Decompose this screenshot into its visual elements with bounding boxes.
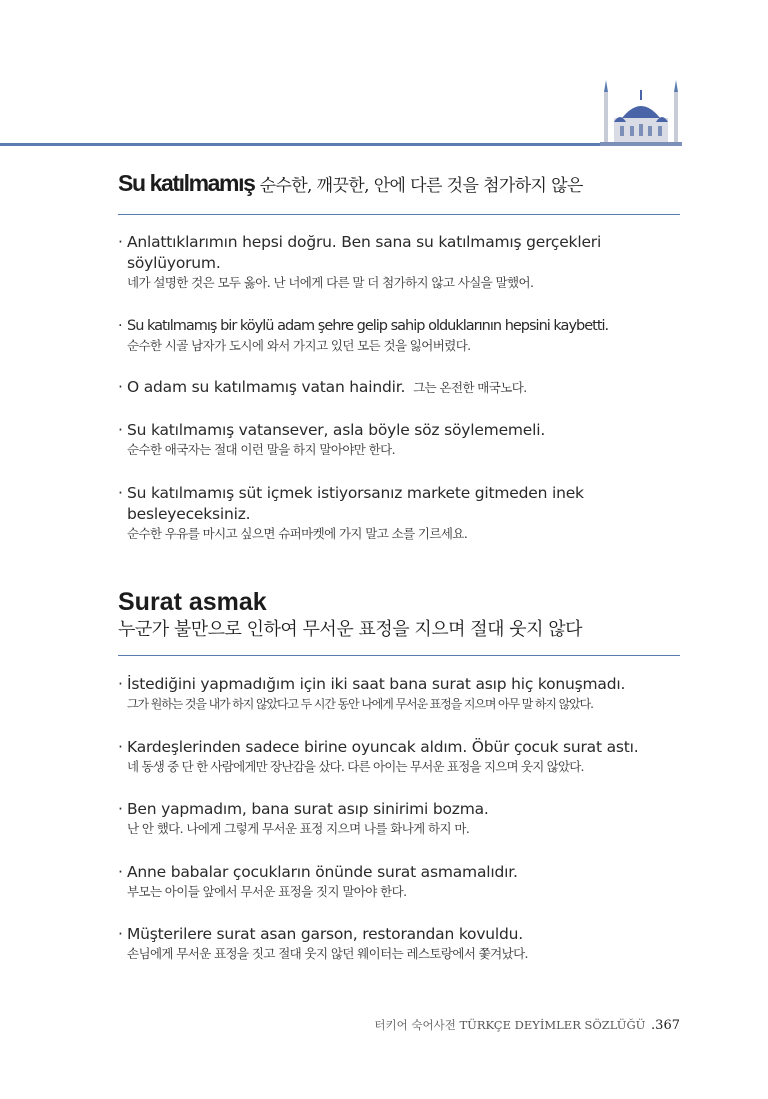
example-tr: · Su katılmamış vatansever, asla böyle söz söylememeli.: [118, 420, 688, 441]
example-entry: [118, 316, 688, 355]
example-tr: · Anne babalar çocukların önünde surat asmamalıdır.: [118, 862, 688, 883]
example-ko: 부모는 아이들 앞에서 무서운 표정을 짓지 말아야 한다.: [127, 884, 407, 899]
example-entry: [118, 420, 688, 459]
example-ko: 난 안 했다. 나에게 그렇게 무서운 표정 지으며 나를 화나게 하지 마.: [127, 821, 470, 836]
example-tr: · Ben yapmadım, bana surat asıp sinirimi bozma.: [118, 799, 688, 820]
example-ko: 그가 원하는 것을 내가 하지 않았다고 두 시간 동안 나에게 무서운 표정을 지으며 아무 말 하지 않았다.: [127, 697, 593, 711]
example-entry: [118, 862, 688, 901]
example-tr: · Su katılmamış bir köylü adam şehre gelip sahip olduklarının hepsini kaybetti.: [118, 316, 688, 337]
example-entry: [118, 924, 688, 963]
example-tr: O adam su katılmamış vatan haindir.: [127, 378, 406, 396]
idiom-title-tr: Su katılmamış: [118, 170, 255, 196]
example-ko: 순수한 우유를 마시고 싶으면 슈퍼마켓에 가지 말고 소를 기르세요.: [127, 526, 468, 541]
example-ko: 그는 온전한 매국노다.: [413, 380, 527, 395]
example-entry: [118, 377, 688, 398]
page-footer: [374, 1017, 680, 1033]
mosque-icon: [600, 78, 682, 146]
example-tr: · Su katılmamış süt içmek istiyorsanız markete gitmeden inek besleyeceksiniz.: [118, 483, 688, 525]
page-number: .367: [651, 1018, 680, 1033]
example-ko: 순수한 시골 남자가 도시에 와서 가지고 있던 모든 것을 잃어버렸다.: [127, 338, 471, 353]
header-rule: [0, 143, 680, 146]
example-entry: [118, 232, 688, 292]
example-ko: 손님에게 무서운 표정을 짓고 절대 웃지 않던 웨이터는 레스토랑에서 쫓겨났다.: [127, 946, 528, 961]
idiom-heading-1: [118, 170, 583, 197]
example-ko: 네가 설명한 것은 모두 옳아. 난 너에게 다른 말 더 첨가하지 않고 사실을 말했어.: [127, 275, 534, 290]
book-title: 터키어 숙어사전 TÜRKÇE DEYİMLER SÖZLÜĞÜ: [374, 1018, 646, 1032]
example-ko: 네 동생 중 단 한 사람에게만 장난감을 샀다. 다른 아이는 무서운 표정을 지으며 웃지 않았다.: [127, 759, 584, 774]
example-tr: · Anlattıklarımın hepsi doğru. Ben sana su katılmamış gerçekleri söylüyorum.: [118, 232, 688, 274]
example-tr: · Kardeşlerinden sadece birine oyuncak aldım. Öbür çocuk surat astı.: [118, 737, 688, 758]
example-ko: 순수한 애국자는 절대 이런 말을 하지 말아야만 한다.: [127, 442, 395, 457]
example-tr: · Müşterilere surat asan garson, restorandan kovuldu.: [118, 924, 688, 945]
idiom-title-tr: Surat asmak: [118, 588, 267, 616]
example-entry: [118, 737, 688, 776]
idiom-title-ko: 순수한, 깨끗한, 안에 다른 것을 첨가하지 않은: [259, 176, 583, 196]
example-tr: · İstediğini yapmadığım için iki saat bana surat asıp hiç konuşmadı.: [118, 674, 688, 695]
example-entry: [118, 674, 688, 713]
heading-rule-1: [118, 214, 680, 215]
example-tr-line: [118, 377, 688, 398]
idiom-heading-2: [118, 587, 582, 643]
idiom-title-ko: 누군가 불만으로 인하여 무서운 표정을 지으며 절대 웃지 않다: [118, 619, 582, 640]
example-entry: [118, 799, 688, 838]
example-entry: [118, 483, 688, 543]
heading-rule-2: [118, 655, 680, 656]
